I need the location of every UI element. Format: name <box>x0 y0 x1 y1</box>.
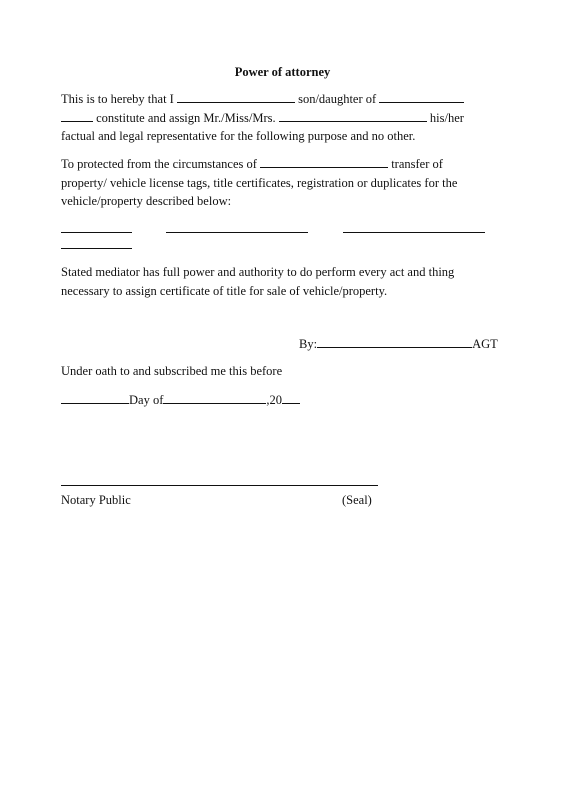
property-blank-4[interactable] <box>61 248 132 249</box>
paragraph-1-line-2 <box>61 110 464 126</box>
paragraph-1-line-3: factual and legal representative for the following purpose and no other. <box>61 129 416 143</box>
day-blank[interactable] <box>61 392 129 404</box>
p2-text-b: transfer of <box>391 157 443 171</box>
paragraph-3-line-1: Stated mediator has full power and authority to do perform every act and thing <box>61 265 455 279</box>
name-blank[interactable] <box>177 91 295 103</box>
p1-text-c: constitute and assign Mr./Miss/Mrs. <box>96 111 276 125</box>
signature-blank[interactable] <box>317 336 472 348</box>
paragraph-3-line-2: necessary to assign certificate of title for sale of vehicle/property. <box>61 284 388 298</box>
by-label: By: <box>299 337 318 351</box>
property-blank-3[interactable] <box>343 232 485 233</box>
seal-label: (Seal) <box>342 493 372 507</box>
p2-text-a: To protected from the circumstances of <box>61 157 257 171</box>
paragraph-2-line-2: property/ vehicle license tags, title certificates, registration or duplicates for the <box>61 176 458 190</box>
document-title: Power of attorney <box>234 65 331 79</box>
p1-text-d: his/her <box>429 111 464 125</box>
paragraph-1-line-1 <box>61 91 464 107</box>
property-blank-1[interactable] <box>61 232 132 233</box>
property-blank-2[interactable] <box>166 232 308 233</box>
year-blank[interactable] <box>282 392 300 404</box>
year-prefix: ,20 <box>266 393 282 407</box>
signature-line <box>299 336 498 352</box>
circumstances-blank[interactable] <box>260 156 388 168</box>
date-line <box>61 392 300 408</box>
month-blank[interactable] <box>163 392 266 404</box>
agt-label: AGT <box>472 337 498 351</box>
parent-name-blank[interactable] <box>379 91 464 103</box>
parent-name-blank-continued[interactable] <box>61 110 93 122</box>
notary-public-label: Notary Public <box>61 493 131 507</box>
oath-text: Under oath to and subscribed me this before <box>61 364 283 378</box>
day-of-label: Day of <box>129 393 164 407</box>
p1-text-a: This is to hereby that I <box>61 92 174 106</box>
paragraph-2-line-1 <box>61 156 443 172</box>
p1-text-b: son/daughter of <box>298 92 377 106</box>
notary-signature-blank[interactable] <box>61 485 378 486</box>
paragraph-2-line-3: vehicle/property described below: <box>61 194 232 208</box>
representative-name-blank[interactable] <box>279 110 427 122</box>
